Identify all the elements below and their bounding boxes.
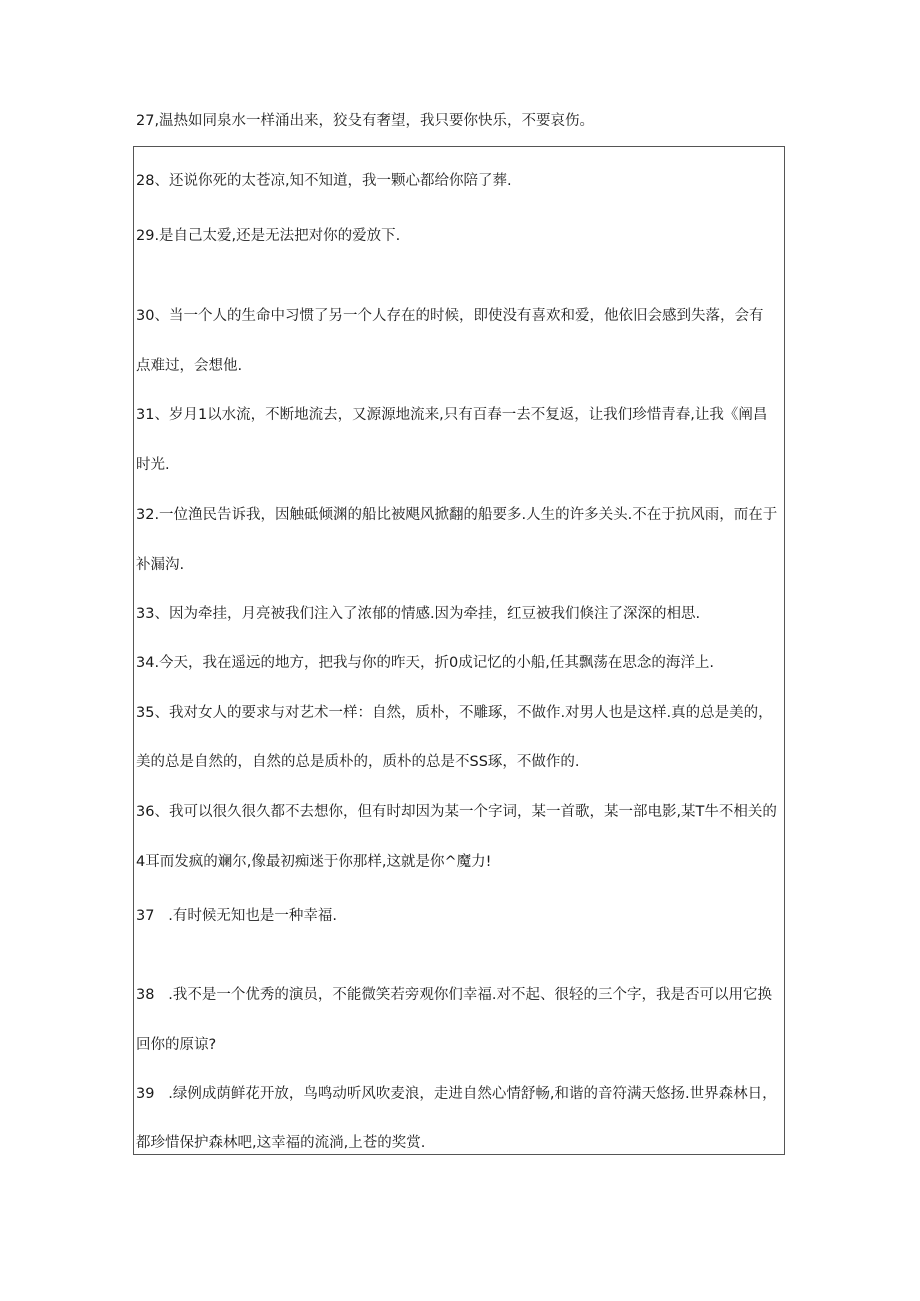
text-line-37: 37 .有时候无知也是一种幸福. [136,908,337,924]
text-line-31b: 时光. [136,457,170,473]
text-line-38b: 回你的原谅? [136,1037,217,1053]
text-line-38a: 38 .我不是一个优秀的演员，不能微笑若旁观你们幸福.对不起、很轻的三个字，我是否可以用它换 [136,987,772,1003]
text-line-35a: 35、我对女人的要求与对艺术一样：自然，质朴，不雕琢，不做作.对男人也是这样.真的总是美的， [136,705,773,721]
text-line-33: 33、因为牵挂，月亮被我们注入了浓郁的情感.因为牵挂，红豆被我们倏注了深深的相思. [136,606,701,622]
text-line-29: 29.是自己太爱,还是无法把对你的爱放下. [136,228,401,244]
text-line-30b: 点难过，会想他. [136,358,243,374]
text-line-36b: 4耳而发疯的斓尔,像最初痴迷于你那样,这就是你^魔力! [136,854,492,870]
text-line-27: 27,温热如同泉水一样涌出来，狡殳有奢望，我只要你快乐，不要哀伤。 [136,113,595,129]
text-line-39b: 都珍惜保护森林吧,这幸福的流淌,上苍的奖赏. [136,1135,426,1151]
text-line-32a: 32.一位渔民告诉我，因触砥倾渊的船比被飓风掀翻的船要多.人生的许多关头.不在于抗风雨，而在于 [136,507,778,523]
text-line-28: 28、还说你死的太苍凉,知不知道，我一颗心都给你陪了葬. [136,173,512,189]
text-line-39a: 39 .绿例成荫鲜花开放，鸟鸣动听风吹麦浪，走进自然心情舒畅,和谐的音符满天悠扬.世界森林日， [136,1086,777,1102]
text-line-31a: 31、岁月1以水流，不断地流去，又源源地流来,只有百春一去不复返，让我们珍惜青春,让我《阐昌 [136,407,768,423]
text-line-32b: 补漏沟. [136,557,185,573]
text-line-34: 34.今天，我在遥远的地方，把我与你的昨天，折0成记忆的小船,任其飘荡在思念的海洋上. [136,655,714,671]
text-line-36a: 36、我可以很久很久都不去想你，但有时却因为某一个字词，某一首歌，某一部电影,某T牛不相关的 [136,804,777,820]
text-line-35b: 美的总是自然的，自然的总是质朴的，质朴的总是不SS琢，不做作的. [136,754,580,770]
text-line-30a: 30、当一个人的生命中习惯了另一个人存在的时候，即使没有喜欢和爱，他依旧会感到失落，会有 [136,308,764,324]
